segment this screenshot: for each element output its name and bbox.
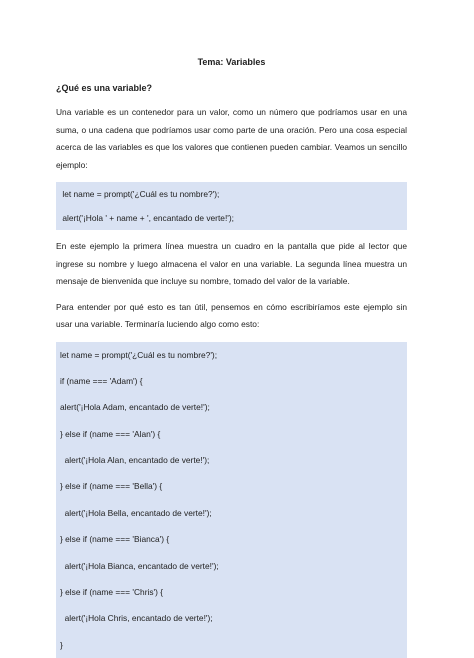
code-line: } else if (name === 'Bianca') {	[60, 534, 170, 545]
intro-paragraph: Una variable es un contenedor para un valor, como un número que podríamos usar en una suma, o una cadena que podríamos usar como parte de una oración. Pero una cosa especial acerca de las variables es que los valores que contienen pueden cambiar. Veamos un sencillo ejemplo:	[56, 107, 407, 170]
code-line: alert('¡Hola Alan, encantado de verte!');	[60, 455, 210, 466]
code-line: let name = prompt('¿Cuál es tu nombre?');	[60, 189, 220, 199]
code-block-no-variable	[56, 342, 407, 658]
document-title: Tema: Variables	[197, 57, 266, 67]
code-line: alert('¡Hola Chris, encantado de verte!');	[60, 613, 213, 624]
code-line: alert('¡Hola Bella, encantado de verte!');	[60, 507, 212, 518]
code-block-simple	[56, 182, 407, 230]
code-line: alert('¡Hola Adam, encantado de verte!');	[60, 402, 210, 413]
code-line: if (name === 'Adam') {	[60, 375, 143, 386]
motivation-paragraph: Para entender por qué esto es tan útil, pensemos en cómo escribiríamos este ejemplo sin usar una variable. Terminaría luciendo algo como esto:	[56, 301, 407, 329]
code-line: }	[60, 639, 63, 650]
code-line: } else if (name === 'Bella') {	[60, 481, 163, 492]
code-line: let name = prompt('¿Cuál es tu nombre?');	[60, 349, 218, 360]
explanation-paragraph: En este ejemplo la primera línea muestra un cuadro en la pantalla que pide al lector que ingrese su nombre y luego almacena el valor en una variable. La segunda línea muestra un mensaje de bienvenida que incluye su nombre, tomado del valor de la variable.	[56, 241, 407, 286]
code-line: alert('¡Hola ' + name + ', encantado de verte!');	[60, 213, 234, 223]
section-heading: ¿Qué es una variable?	[56, 83, 153, 93]
code-line: } else if (name === 'Alan') {	[60, 428, 161, 439]
code-line: } else if (name === 'Chris') {	[60, 587, 164, 598]
code-line: alert('¡Hola Bianca, encantado de verte!');	[60, 560, 219, 571]
